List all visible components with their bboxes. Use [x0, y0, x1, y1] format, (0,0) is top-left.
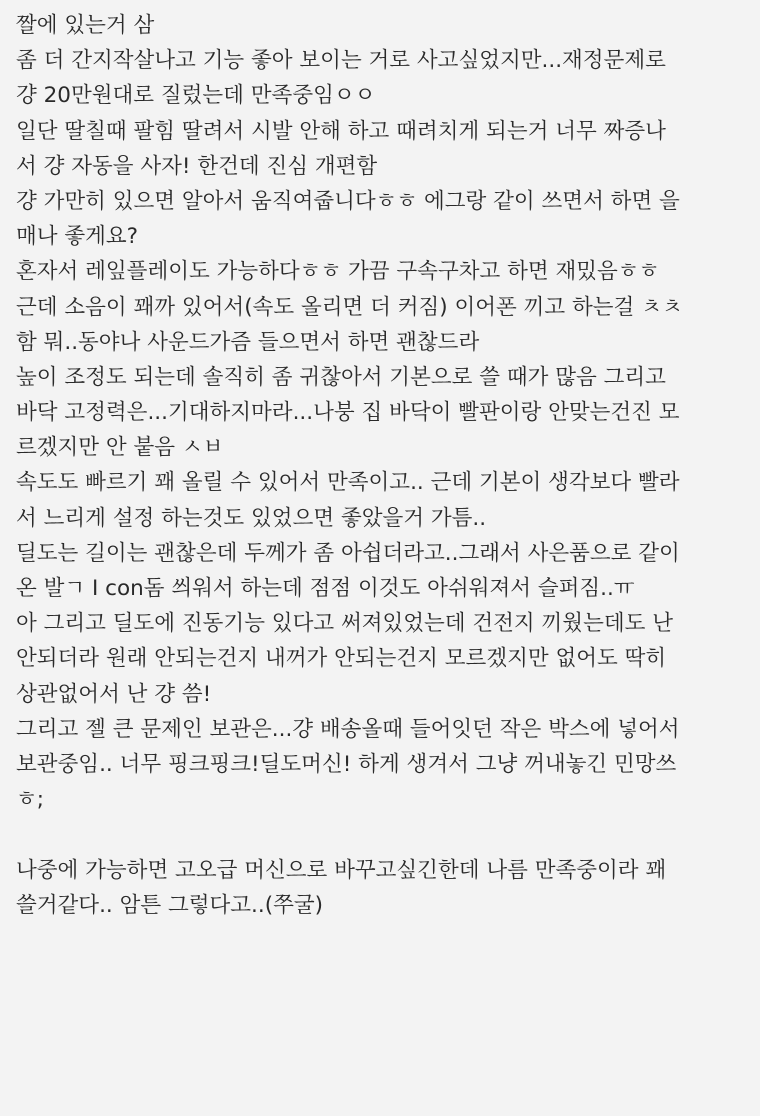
post-line: 함 뭐..동야나 사운드가즘 들으면서 하면 괜찮드라 [16, 329, 480, 355]
post-line: 높이 조정도 되는데 솔직히 좀 귀찮아서 기본으로 쓸 때가 많음 그리고 [16, 364, 666, 390]
post-line: 근데 소음이 꽤까 있어서(속도 올리면 더 커짐) 이어폰 끼고 하는걸 ㅊㅊ [16, 294, 683, 320]
post-line: 서 느리게 설정 하는것도 있었으면 좋았을거 가틈.. [16, 505, 487, 531]
post-line: 상관없어서 난 걍 씀! [16, 681, 212, 707]
post-line: 쓸거같다.. 암튼 그렇다고..(쭈굴) [16, 892, 324, 918]
post-line: 좀 더 간지작살나고 기능 좋아 보이는 거로 사고싶었지만...재정문제로 [16, 48, 666, 74]
post-line: 매나 좋게요? [16, 224, 139, 250]
post-line: 온 발ㄱ I con돔 씌워서 하는데 점점 이것도 아쉬워져서 슬퍼짐..ㅠ [16, 576, 635, 601]
post-line: 속도도 빠르기 꽤 올릴 수 있어서 만족이고.. 근데 기본이 생각보다 빨라 [16, 470, 680, 496]
post-line: 르겠지만 안 붙음 ㅅㅂ [16, 435, 224, 461]
post-line: 그리고 젤 큰 문제인 보관은...걍 배송올때 들어잇던 작은 박스에 넣어서 [16, 716, 680, 742]
post-line: 걍 가만히 있으면 알아서 움직여줍니다ㅎㅎ 에그랑 같이 쓰면서 하면 을 [16, 188, 680, 214]
post-line: 안되더라 원래 안되는건지 내꺼가 안되는건지 모르겠지만 없어도 딱히 [16, 646, 667, 672]
post-line: 서 걍 자동을 사자! 한건데 진심 개편함 [16, 153, 378, 179]
post-line: 바닥 고정력은...기대하지마라...나붕 집 바닥이 빨판이랑 안맞는건진 모 [16, 400, 680, 426]
post-line: 보관중임.. 너무 핑크핑크!딜도머신! 하게 생겨서 그냥 꺼내놓긴 민망쓰 [16, 751, 677, 777]
post-line: 짤에 있는거 삼 [16, 13, 155, 38]
post-line: 걍 20만원대로 질렀는데 만족중임ㅇㅇ [16, 83, 376, 109]
post-line: 혼자서 레잎플레이도 가능하다ㅎㅎ 가끔 구속구차고 하면 재밌음ㅎㅎ [16, 259, 660, 285]
post-line: ㅎ; [16, 787, 45, 813]
post-line: 나중에 가능하면 고오급 머신으로 바꾸고싶긴한데 나름 만족중이라 꽤 [16, 857, 667, 883]
post-line: 일단 딸칠때 팔힘 딸려서 시발 안해 하고 때려치게 되는거 너무 짜증나 [16, 118, 666, 144]
post-line: 딜도는 길이는 괜찮은데 두께가 좀 아쉽더라고..그래서 사은품으로 같이 [16, 540, 680, 566]
post-body [16, 8, 752, 923]
paragraph-gap [16, 817, 752, 852]
post-line: 아 그리고 딜도에 진동기능 있다고 써져있었는데 건전지 끼웠는데도 난 [16, 611, 673, 637]
